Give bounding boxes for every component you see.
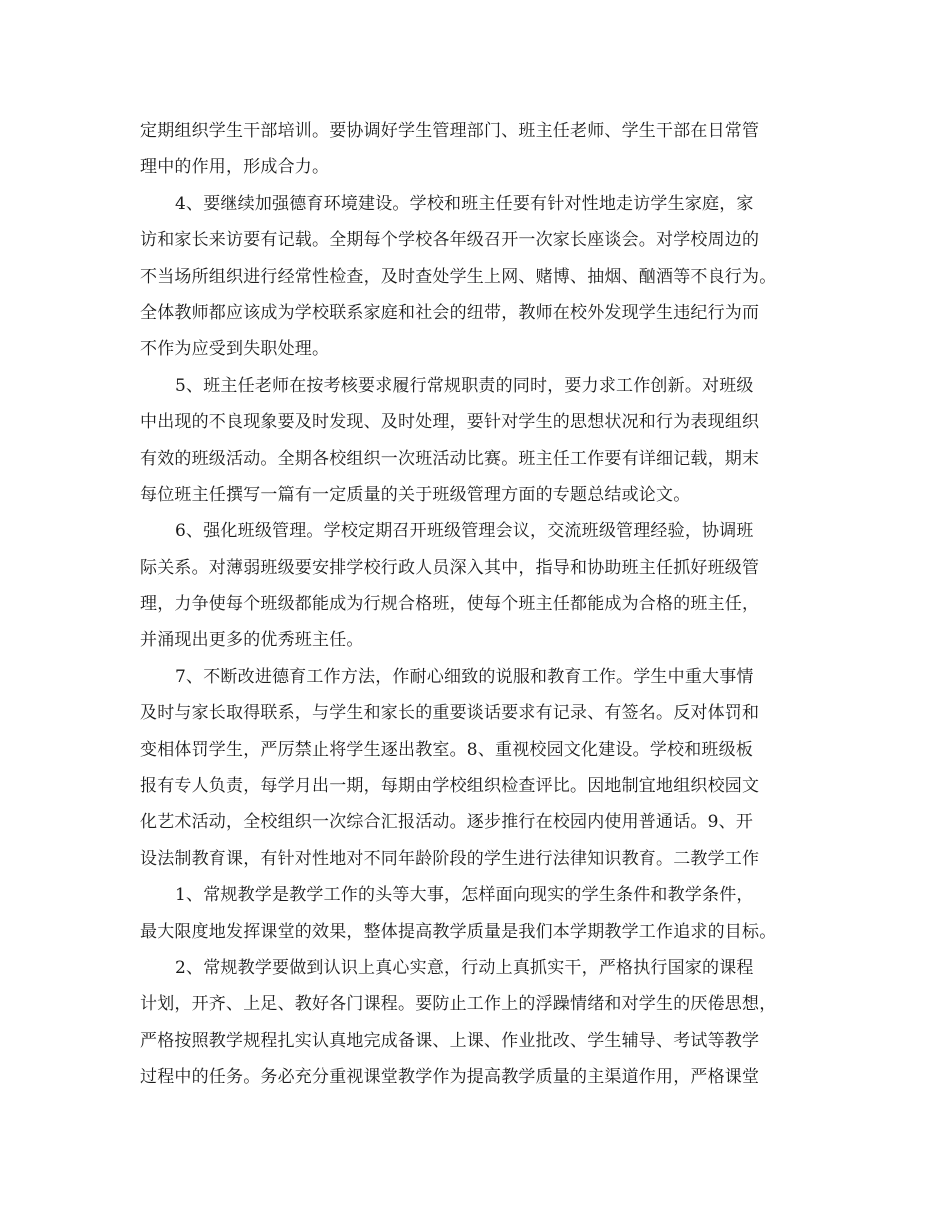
text-line: 严格按照教学规程扎实认真地完成备课、上课、作业批改、学生辅导、考试等教学 [140, 1030, 760, 1051]
text-line: 有效的班级活动。全期各校组织一次班活动比赛。班主任工作要有详细记载，期末 [140, 448, 760, 469]
text-line: 并涌现出更多的优秀班主任。 [140, 630, 364, 651]
text-line: 1、常规教学是教学工作的头等大事，怎样面向现实的学生条件和教学条件， [175, 885, 754, 906]
text-line: 报有专人负责，每学月出一期，每期由学校组织检查评比。因地制宜地组织校园文 [140, 776, 760, 797]
text-line: 及时与家长取得联系，与学生和家长的重要谈话要求有记录、有签名。反对体罚和 [140, 703, 760, 724]
text-line: 变相体罚学生，严厉禁止将学生逐出教室。8、重视校园文化建设。学校和班级板 [140, 739, 754, 760]
text-line: 定期组织学生干部培训。要协调好学生管理部门、班主任老师、学生干部在日常管 [140, 121, 760, 141]
text-line: 6、强化班级管理。学校定期召开班级管理会议，交流班级管理经验，协调班 [175, 521, 754, 542]
text-line: 不当场所组织进行经常性检查，及时查处学生上网、赌博、抽烟、酗酒等不良行为。 [140, 266, 777, 287]
text-line: 设法制教育课，有针对性地对不同年龄阶段的学生进行法律知识教育。二教学工作 [140, 848, 760, 869]
text-line: 计划，开齐、上足、教好各门课程。要防止工作上的浮躁情绪和对学生的厌倦思想， [140, 994, 777, 1015]
text-line: 每位班主任撰写一篇有一定质量的关于班级管理方面的专题总结或论文。 [140, 484, 691, 505]
text-line: 不作为应受到失职处理。 [140, 339, 330, 360]
text-line: 际关系。对薄弱班级要安排学校行政人员深入其中，指导和协助班主任抓好班级管 [140, 557, 760, 578]
text-line: 最大限度地发挥课堂的效果，整体提高教学质量是我们本学期教学工作追求的目标。 [140, 921, 777, 942]
text-line: 理，力争使每个班级都能成为行规合格班，使每个班主任都能成为合格的班主任， [140, 594, 760, 615]
text-line: 7、不断改进德育工作方法，作耐心细致的说服和教育工作。学生中重大事情 [175, 666, 754, 687]
text-line: 理中的作用，形成合力。 [140, 157, 330, 178]
text-line: 全体教师都应该成为学校联系家庭和社会的纽带，教师在校外发现学生违纪行为而 [140, 302, 760, 323]
text-line: 5、班主任老师在按考核要求履行常规职责的同时，要力求工作创新。对班级 [175, 375, 754, 396]
document-body [140, 113, 820, 1096]
text-line: 2、常规教学要做到认识上真心实意，行动上真抓实干，严格执行国家的课程 [175, 957, 754, 978]
text-line: 访和家长来访要有记载。全期每个学校各年级召开一次家长座谈会。对学校周边的 [140, 230, 760, 251]
text-line: 中出现的不良现象要及时发现、及时处理，要针对学生的思想状况和行为表现组织 [140, 412, 760, 433]
text-line: 过程中的任务。务必充分重视课堂教学作为提高教学质量的主渠道作用，严格课堂 [140, 1067, 760, 1088]
text-line: 化艺术活动，全校组织一次综合汇报活动。逐步推行在校园内使用普通话。9、开 [140, 812, 754, 833]
text-line: 4、要继续加强德育环境建设。学校和班主任要有针对性地走访学生家庭，家 [175, 193, 754, 214]
